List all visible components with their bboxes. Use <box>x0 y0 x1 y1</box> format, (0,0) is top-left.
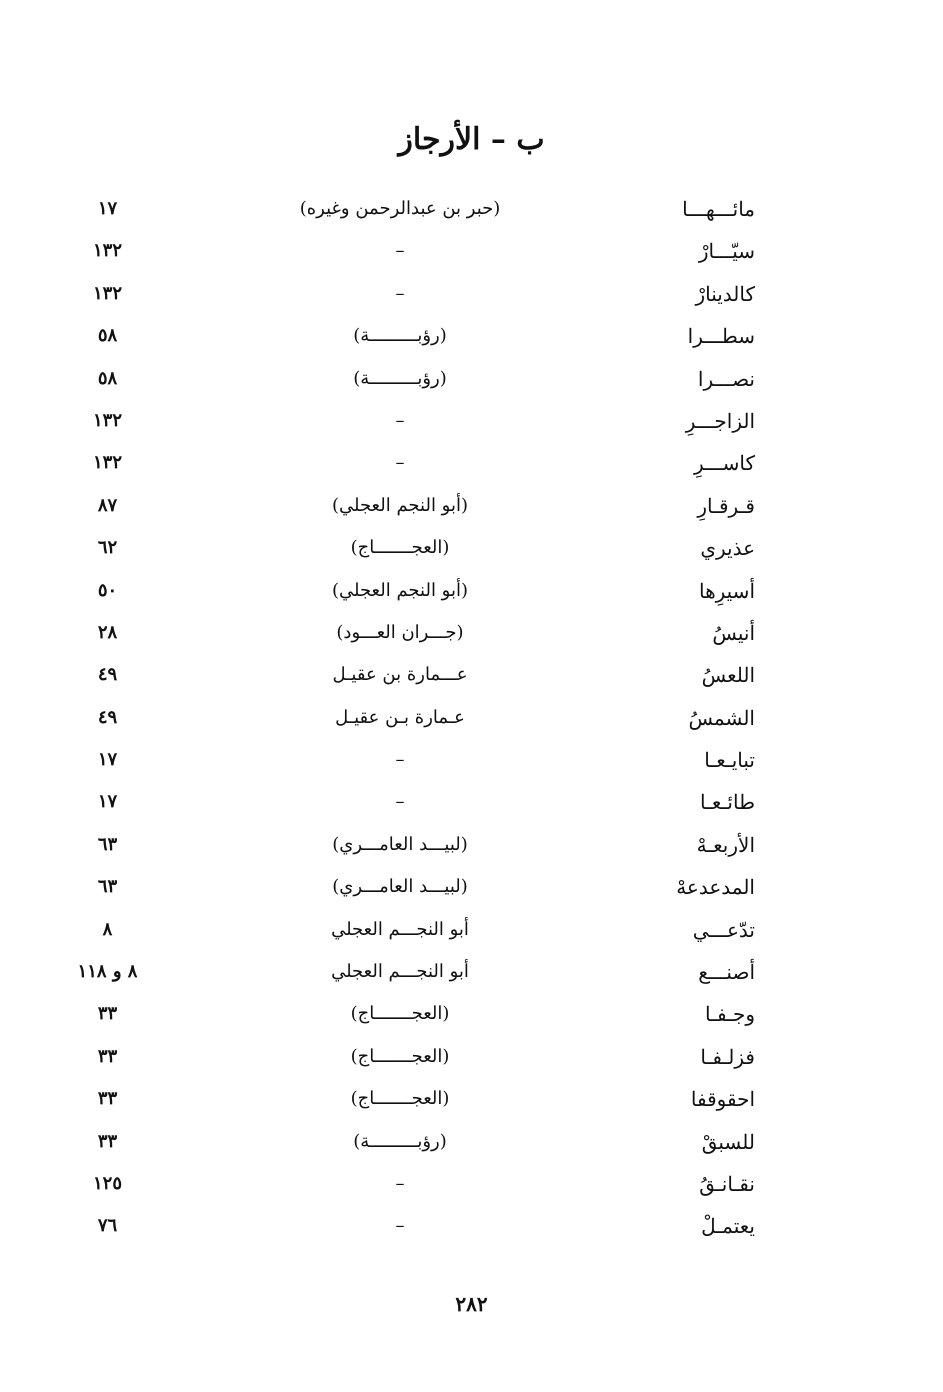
index-row <box>0 230 943 272</box>
rhyme-word: احقوقفا <box>690 1087 755 1112</box>
page-reference: ٣٣ <box>97 1088 118 1110</box>
page-reference: ١٣٢ <box>92 409 122 431</box>
poet-name: (رؤبـــــــــة) <box>353 325 447 347</box>
index-row <box>0 188 943 230</box>
poet-name: (لبيـــد العامـــري) <box>332 833 468 855</box>
page-reference: ١٣٢ <box>92 240 122 262</box>
poet-name: أبو النجـــم العجلي <box>331 918 469 940</box>
page-reference: ٥٠ <box>97 579 118 601</box>
rhyme-word: تدّعـــي <box>692 917 755 942</box>
index-row <box>0 570 943 612</box>
poet-name: (العجـــــــاج) <box>350 537 450 559</box>
page-reference: ١٣٢ <box>92 452 122 474</box>
poet-name: (رؤبـــــــــة) <box>353 1130 447 1152</box>
rhyme-word: نصـــرا <box>697 366 755 391</box>
poet-name: أبو النجـــم العجلي <box>331 961 469 983</box>
page-reference: ٤٩ <box>97 664 118 686</box>
rhyme-word: وجـفـا <box>705 1002 755 1027</box>
index-row <box>0 1036 943 1078</box>
page-reference: ٦٣ <box>97 833 118 855</box>
rhyme-word: طائـعـا <box>699 790 755 815</box>
poet-name: (أبو النجم العجلي) <box>331 494 469 516</box>
index-row <box>0 1078 943 1120</box>
poet-name: (جـــران العـــود) <box>336 621 464 643</box>
index-row <box>0 315 943 357</box>
page-reference: ٢٨ <box>97 621 118 643</box>
poet-name: – <box>395 749 405 771</box>
poet-name: – <box>395 791 405 813</box>
page-number: ٢٨٢ <box>455 1292 488 1316</box>
rhyme-word: عذيري <box>700 536 755 561</box>
index-row <box>0 1205 943 1247</box>
poet-name: عـــمارة بن عقيـل <box>332 664 468 686</box>
page-reference: ٤٩ <box>97 706 118 728</box>
page-reference: ٧٦ <box>97 1215 118 1237</box>
index-row <box>0 1163 943 1205</box>
poet-name: (رؤبـــــــــة) <box>353 367 447 389</box>
page-reference: ٣٣ <box>97 1130 118 1152</box>
rhyme-word: الأربعـهْ <box>696 832 755 857</box>
page-reference: ٥٨ <box>97 325 118 347</box>
rhyme-word: فزلـفـا <box>700 1044 755 1069</box>
page-reference: ٦٣ <box>97 876 118 898</box>
rhyme-word: سيّـــارْ <box>698 239 755 264</box>
rhyme-word: اللعسُ <box>701 663 755 688</box>
page-reference: ١٢٥ <box>92 1172 122 1194</box>
index-row <box>0 400 943 442</box>
section-title: ب – الأرجاز <box>398 122 545 157</box>
poet-name: (العجـــــــاج) <box>350 1003 450 1025</box>
page-reference: ٨ و ١١٨ <box>77 961 138 983</box>
index-row <box>0 527 943 569</box>
index-row <box>0 951 943 993</box>
index-row <box>0 358 943 400</box>
index-row <box>0 1121 943 1163</box>
page-reference: ٣٣ <box>97 1003 118 1025</box>
index-row <box>0 273 943 315</box>
page-reference: ٨ <box>102 918 113 940</box>
poet-name: – <box>395 240 405 262</box>
index-row <box>0 654 943 696</box>
index-row <box>0 824 943 866</box>
page-reference: ٨٧ <box>97 494 118 516</box>
rhyme-word: أسيرِها <box>698 578 755 603</box>
rhyme-word: يعتمـلْ <box>701 1214 755 1239</box>
rhyme-word: نقـانـقُ <box>699 1171 755 1196</box>
index-row <box>0 442 943 484</box>
rhyme-word: سطـــرا <box>687 324 755 349</box>
poet-name: (لبيـــد العامـــري) <box>332 876 468 898</box>
rhyme-word: أنيسُ <box>712 620 755 645</box>
index-row <box>0 697 943 739</box>
rhyme-word: كالدينارْ <box>695 281 755 306</box>
page-reference: ١٣٢ <box>92 282 122 304</box>
rhyme-word: المدعدعهْ <box>676 875 755 900</box>
poet-name: – <box>395 452 405 474</box>
index-row <box>0 485 943 527</box>
index-row <box>0 909 943 951</box>
index-row <box>0 612 943 654</box>
poet-name: (العجـــــــاج) <box>350 1045 450 1067</box>
page-reference: ٣٣ <box>97 1045 118 1067</box>
rhyme-word: مائـــهـــا <box>682 197 755 221</box>
page-reference: ١٧ <box>97 198 118 219</box>
page-reference: ٥٨ <box>97 367 118 389</box>
index-row <box>0 866 943 908</box>
rhyme-word: كاســـرِ <box>694 451 755 476</box>
poet-name: (العجـــــــاج) <box>350 1088 450 1110</box>
poet-name: عـمارة بـن عقيـل <box>335 706 465 728</box>
poet-name: – <box>395 1172 405 1194</box>
rhyme-word: الشمسُ <box>688 705 755 730</box>
poet-name: – <box>395 1215 405 1237</box>
rhyme-word: تبايـعـا <box>704 748 755 773</box>
poet-name: (حبر بن عبدالرحمن وغيره) <box>299 198 501 219</box>
poet-name: (أبو النجم العجلي) <box>331 579 469 601</box>
index-row <box>0 739 943 781</box>
rhyme-word: للسبقْ <box>701 1129 755 1154</box>
page-reference: ١٧ <box>97 749 118 771</box>
index-row <box>0 993 943 1035</box>
index-row <box>0 781 943 823</box>
rhyme-word: قـرقـارِ <box>697 493 755 518</box>
rajaz-index-table <box>0 188 943 1248</box>
rhyme-word: أصنـــع <box>698 960 755 985</box>
page-reference: ١٧ <box>97 791 118 813</box>
page-reference: ٦٢ <box>97 537 118 559</box>
rhyme-word: الزاجـــرِ <box>685 408 755 433</box>
poet-name: – <box>395 409 405 431</box>
poet-name: – <box>395 282 405 304</box>
